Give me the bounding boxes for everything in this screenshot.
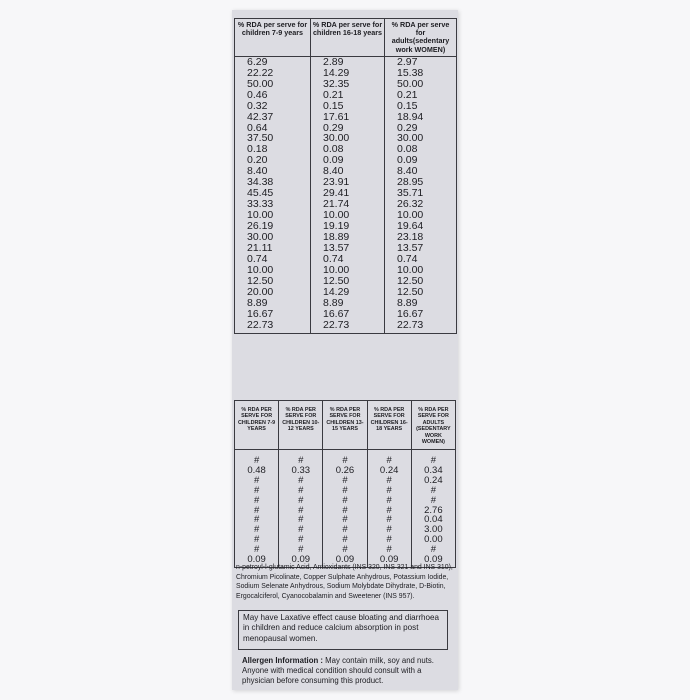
rda-bottom-cell: 0.09	[411, 555, 455, 567]
rda-bottom-cell: #	[235, 476, 279, 486]
rda-bottom-cell: #	[367, 515, 411, 525]
allergen-text: May contain milk, soy and nuts. Anyone with medical condition should consult with a physician before consuming this product.	[242, 656, 434, 685]
rda-top-cell: 8.89	[311, 298, 385, 309]
rda-top-cell: 18.94	[385, 112, 457, 123]
rda-bottom-cell: #	[235, 515, 279, 525]
rda-bottom-cell: #	[323, 496, 367, 506]
rda-bottom-cell: #	[411, 545, 455, 555]
rda-bottom-cell: #	[235, 486, 279, 496]
rda-top-cell: 0.15	[385, 101, 457, 112]
rda-top-cell: 22.73	[235, 320, 311, 333]
rda-top-cell: 19.19	[311, 221, 385, 232]
rda-bottom-header-4: % RDA PER SERVE FOR CHILDREN 16-18 YEARS	[367, 401, 411, 450]
rda-top-cell: 0.15	[311, 101, 385, 112]
rda-bottom-cell: 0.04	[411, 515, 455, 525]
rda-bottom-cell: #	[411, 496, 455, 506]
rda-bottom-cell: #	[367, 476, 411, 486]
rda-top-cell: 12.50	[235, 276, 311, 287]
rda-bottom-cell: #	[367, 525, 411, 535]
rda-top-cell: 10.00	[385, 210, 457, 221]
rda-bottom-cell: 0.24	[411, 476, 455, 486]
rda-bottom-cell: #	[323, 486, 367, 496]
rda-bottom-cell: 0.09	[367, 555, 411, 567]
rda-top-cell: 0.32	[235, 101, 311, 112]
rda-top-cell: 10.00	[235, 265, 311, 276]
rda-top-cell: 10.00	[385, 265, 457, 276]
rda-table-top-body	[235, 56, 457, 333]
rda-bottom-cell: 0.34	[411, 466, 455, 476]
rda-top-cell: 45.45	[235, 188, 311, 199]
rda-top-cell: 6.29	[235, 56, 311, 67]
rda-bottom-cell: 0.00	[411, 535, 455, 545]
rda-top-cell: 10.00	[235, 210, 311, 221]
rda-top-cell: 14.29	[311, 68, 385, 79]
rda-top-cell: 0.09	[311, 155, 385, 166]
rda-top-cell: 0.09	[385, 155, 457, 166]
rda-top-cell: 22.73	[311, 320, 385, 333]
rda-bottom-cell: #	[235, 506, 279, 516]
rda-top-cell: 22.22	[235, 68, 311, 79]
rda-top-cell: 21.74	[311, 199, 385, 210]
rda-bottom-cell: #	[367, 535, 411, 545]
rda-top-cell: 0.08	[311, 144, 385, 155]
rda-bottom-cell: #	[367, 486, 411, 496]
rda-top-cell: 0.74	[235, 254, 311, 265]
rda-bottom-cell: #	[411, 450, 455, 466]
rda-top-cell: 0.21	[385, 90, 457, 101]
rda-bottom-cell: #	[279, 525, 323, 535]
rda-table-bottom	[234, 400, 456, 568]
rda-bottom-cell: #	[367, 496, 411, 506]
allergen-information	[242, 656, 454, 686]
rda-top-cell: 26.32	[385, 199, 457, 210]
rda-bottom-cell: #	[323, 515, 367, 525]
rda-bottom-header-3: % RDA PER SERVE FOR CHILDREN 13-15 YEARS	[323, 401, 367, 450]
rda-bottom-cell: #	[279, 506, 323, 516]
rda-table-top-header	[235, 19, 457, 57]
rda-top-cell: 29.41	[311, 188, 385, 199]
rda-bottom-cell: 0.09	[235, 555, 279, 567]
rda-bottom-cell: #	[235, 525, 279, 535]
rda-top-cell: 35.71	[385, 188, 457, 199]
rda-bottom-header-1: % RDA PER SERVE FOR CHILDREN 7-9 YEARS	[235, 401, 279, 450]
rda-top-cell: 0.29	[385, 123, 457, 134]
rda-bottom-cell: #	[279, 476, 323, 486]
rda-top-cell: 42.37	[235, 112, 311, 123]
rda-top-cell: 15.38	[385, 68, 457, 79]
rda-bottom-row	[235, 450, 456, 466]
rda-table-top	[234, 18, 457, 334]
rda-table-bottom-header	[235, 401, 456, 450]
rda-bottom-cell: #	[411, 486, 455, 496]
rda-top-row	[235, 79, 457, 90]
allergen-label: Allergen Information :	[242, 656, 324, 665]
rda-table-bottom-body	[235, 450, 456, 568]
rda-top-row	[235, 155, 457, 166]
rda-bottom-cell: 0.24	[367, 466, 411, 476]
rda-bottom-cell: #	[323, 545, 367, 555]
rda-top-cell: 23.18	[385, 232, 457, 243]
rda-bottom-cell: #	[323, 476, 367, 486]
rda-bottom-cell: #	[323, 450, 367, 466]
rda-top-cell: 10.00	[311, 210, 385, 221]
rda-top-cell: 0.29	[311, 123, 385, 134]
rda-top-cell: 18.89	[311, 232, 385, 243]
rda-top-cell: 12.50	[385, 287, 457, 298]
rda-top-cell: 26.19	[235, 221, 311, 232]
rda-top-cell: 30.00	[235, 232, 311, 243]
rda-top-row	[235, 243, 457, 254]
rda-top-cell: 8.40	[311, 166, 385, 177]
rda-top-cell: 16.67	[311, 309, 385, 320]
rda-top-cell: 20.00	[235, 287, 311, 298]
rda-bottom-cell: #	[235, 545, 279, 555]
rda-top-cell: 33.33	[235, 199, 311, 210]
rda-top-row	[235, 133, 457, 144]
rda-top-cell: 28.95	[385, 177, 457, 188]
rda-top-cell: 34.38	[235, 177, 311, 188]
rda-bottom-cell: #	[367, 450, 411, 466]
rda-top-cell: 0.46	[235, 90, 311, 101]
rda-top-cell: 0.08	[385, 144, 457, 155]
rda-bottom-cell: 0.33	[279, 466, 323, 476]
rda-bottom-cell: #	[279, 450, 323, 466]
rda-top-cell: 0.21	[311, 90, 385, 101]
rda-bottom-cell: #	[323, 525, 367, 535]
rda-top-cell: 50.00	[385, 79, 457, 90]
rda-top-row	[235, 144, 457, 155]
rda-top-cell: 0.74	[385, 254, 457, 265]
rda-top-cell: 8.89	[385, 298, 457, 309]
rda-top-cell: 17.61	[311, 112, 385, 123]
rda-bottom-cell: #	[235, 535, 279, 545]
rda-bottom-cell: #	[323, 506, 367, 516]
rda-top-row	[235, 90, 457, 101]
rda-top-cell: 32.35	[311, 79, 385, 90]
rda-top-row	[235, 287, 457, 298]
rda-bottom-cell: #	[279, 496, 323, 506]
rda-bottom-cell: #	[279, 515, 323, 525]
rda-bottom-cell: #	[323, 535, 367, 545]
rda-top-cell: 22.73	[385, 320, 457, 333]
rda-top-cell: 16.67	[385, 309, 457, 320]
rda-bottom-cell: 0.48	[235, 466, 279, 476]
rda-top-cell: 14.29	[311, 287, 385, 298]
rda-top-header-1: % RDA per serve for children 7-9 years	[235, 19, 311, 57]
rda-top-row	[235, 112, 457, 123]
rda-top-cell: 13.57	[385, 243, 457, 254]
rda-top-cell: 50.00	[235, 79, 311, 90]
rda-bottom-header-2: % RDA PER SERVE FOR CHILDREN 10-12 YEARS	[279, 401, 323, 450]
rda-top-cell: 12.50	[385, 276, 457, 287]
rda-bottom-cell: #	[235, 450, 279, 466]
rda-top-header-2: % RDA per serve for children 16-18 years	[311, 19, 385, 57]
rda-top-row	[235, 101, 457, 112]
rda-top-cell: 30.00	[385, 133, 457, 144]
rda-top-row	[235, 320, 457, 333]
rda-bottom-cell: 0.09	[279, 555, 323, 567]
rda-bottom-header-5: % RDA PER SERVE FOR ADULTS (SEDENTARY WORK WOMEN)	[411, 401, 455, 450]
rda-top-cell: 37.50	[235, 133, 311, 144]
rda-top-cell: 0.18	[235, 144, 311, 155]
rda-top-cell: 0.64	[235, 123, 311, 134]
rda-bottom-cell: 0.09	[323, 555, 367, 567]
rda-top-cell: 0.74	[311, 254, 385, 265]
rda-top-cell: 12.50	[311, 276, 385, 287]
rda-bottom-cell: #	[279, 545, 323, 555]
rda-bottom-cell: #	[367, 506, 411, 516]
rda-top-cell: 19.64	[385, 221, 457, 232]
rda-top-cell: 2.97	[385, 56, 457, 67]
laxative-warning: May have Laxative effect cause bloating and diarrhoea in children and reduce calcium absorption in post menopausal women.	[238, 610, 448, 650]
rda-top-cell: 23.91	[311, 177, 385, 188]
rda-bottom-cell: #	[235, 496, 279, 506]
rda-bottom-cell: #	[279, 535, 323, 545]
rda-bottom-cell: 3.00	[411, 525, 455, 535]
rda-top-cell: 30.00	[311, 133, 385, 144]
rda-top-cell: 8.89	[235, 298, 311, 309]
rda-top-cell: 2.89	[311, 56, 385, 67]
rda-top-cell: 10.00	[311, 265, 385, 276]
rda-bottom-cell: #	[279, 486, 323, 496]
rda-top-cell: 0.20	[235, 155, 311, 166]
rda-top-cell: 13.57	[311, 243, 385, 254]
rda-top-cell: 21.11	[235, 243, 311, 254]
rda-top-cell: 8.40	[235, 166, 311, 177]
rda-bottom-cell: #	[367, 545, 411, 555]
rda-top-header-3: % RDA per serve for adults(sedentary work WOMEN)	[385, 19, 457, 57]
rda-bottom-cell: 0.26	[323, 466, 367, 476]
rda-top-cell: 16.67	[235, 309, 311, 320]
ingredients-text: n-petroyl-l-glutamic Acid, Antioxidants (INS 320, INS 321 and INS 310), Chromium Picolinate, Copper Sulphate Anhydrous, Potassium Iodide, Sodium Selenate Anhydrous, Sodium Molybdate Dihydrate, D-Biotin, Ergocalciferol, Cyanocobalamin and Sweetener (INS 957).	[236, 564, 453, 600]
rda-bottom-cell: 2.76	[411, 506, 455, 516]
rda-top-cell: 8.40	[385, 166, 457, 177]
